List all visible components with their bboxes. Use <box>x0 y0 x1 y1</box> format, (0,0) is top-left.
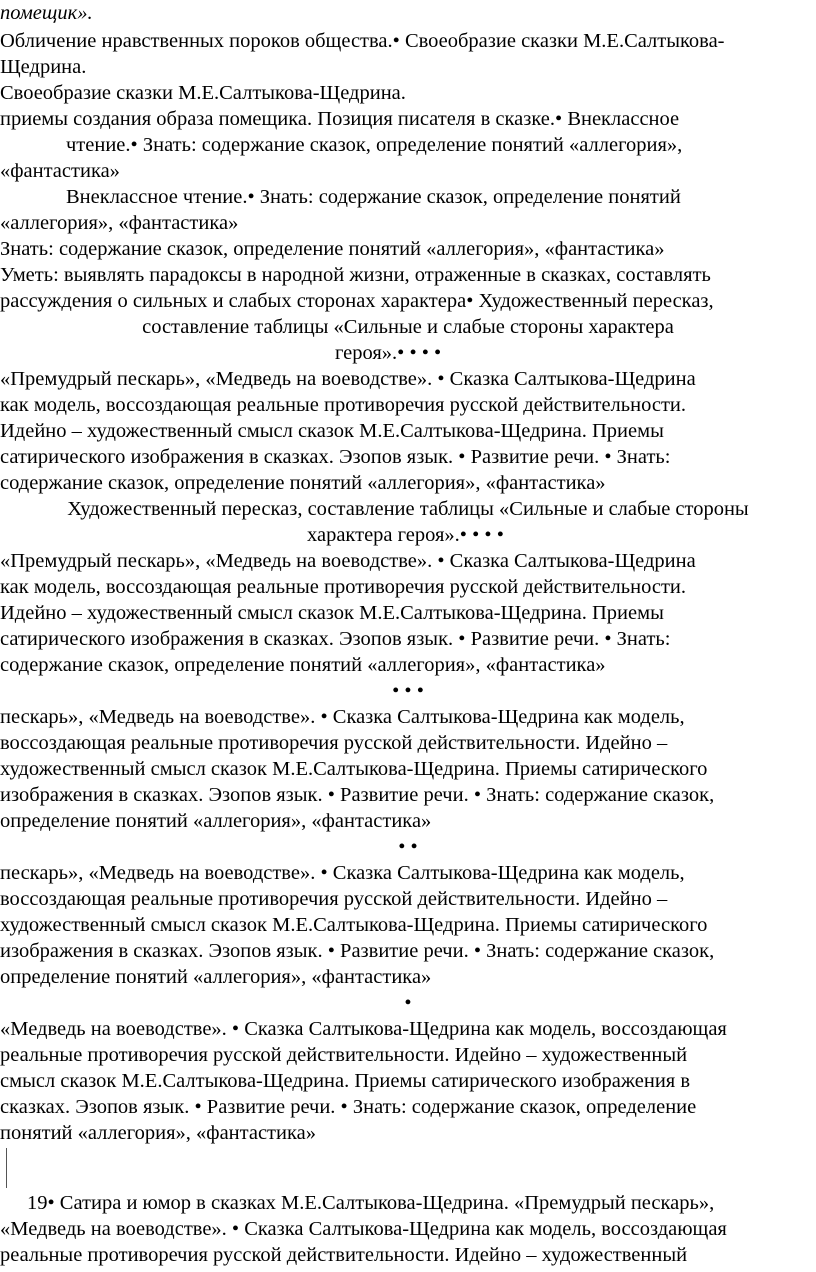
text-line: чтение.• Знать: содержание сказок, определение понятий «аллегория», <box>66 134 683 156</box>
text-line: как модель, воссоздающая реальные противоречия русской действительности. <box>0 576 687 598</box>
text-line: 19• Сатира и юмор в сказках М.Е.Салтыкова-Щедрина. «Премудрый пескарь», <box>27 1192 715 1214</box>
text-line: Знать: содержание сказок, определение понятий «аллегория», «фантастика» <box>0 238 665 260</box>
text-line: сатирического изображения в сказках. Эзопов язык. • Развитие речи. • Знать: <box>0 628 671 650</box>
text-line: «Медведь на воеводстве». • Сказка Салтыкова-Щедрина как модель, воссоздающая <box>0 1018 727 1040</box>
text-line: Уметь: выявлять парадоксы в народной жизни, отраженные в сказках, составлять <box>0 264 711 286</box>
text-line: художественный смысл сказок М.Е.Салтыкова-Щедрина. Приемы сатирического <box>0 758 708 780</box>
text-line: реальные противоречия русской действительности. Идейно – художественный <box>0 1244 688 1266</box>
text-line: приемы создания образа помещика. Позиция писателя в сказке.• Внеклассное <box>0 108 680 130</box>
text-line: рассуждения о сильных и слабых сторонах характера• Художественный пересказ, <box>0 290 714 312</box>
text-line: помещик». <box>0 2 93 24</box>
text-line: «аллегория», «фантастика» <box>0 212 239 234</box>
text-line: Обличение нравственных пороков общества.• Своеобразие сказки М.Е.Салтыкова- <box>0 30 725 52</box>
text-line: составление таблицы «Сильные и слабые стороны характера <box>142 316 674 338</box>
text-line: Художественный пересказ, составление таблицы «Сильные и слабые стороны <box>67 498 749 520</box>
bullet-separator: • <box>404 992 412 1014</box>
text-line: реальные противоречия русской действительности. Идейно – художественный <box>0 1044 688 1066</box>
text-line: «фантастика» <box>0 160 120 182</box>
text-cursor <box>6 1148 7 1188</box>
text-line: художественный смысл сказок М.Е.Салтыкова-Щедрина. Приемы сатирического <box>0 914 708 936</box>
text-line: героя».• • • • <box>335 342 442 364</box>
text-line: воссоздающая реальные противоречия русской действительности. Идейно – <box>0 888 668 910</box>
text-line: содержание сказок, определение понятий «аллегория», «фантастика» <box>0 654 606 676</box>
text-line: определение понятий «аллегория», «фантастика» <box>0 810 432 832</box>
text-line: Своеобразие сказки М.Е.Салтыкова-Щедрина. <box>0 82 406 104</box>
text-line: изображения в сказках. Эзопов язык. • Развитие речи. • Знать: содержание сказок, <box>0 940 715 962</box>
text-line: «Премудрый пескарь», «Медведь на воеводстве». • Сказка Салтыкова-Щедрина <box>0 368 696 390</box>
text-line: «Премудрый пескарь», «Медведь на воеводстве». • Сказка Салтыкова-Щедрина <box>0 550 696 572</box>
text-line: характера героя».• • • • <box>307 524 504 546</box>
text-line: Щедрина. <box>0 56 87 78</box>
text-line: смысл сказок М.Е.Салтыкова-Щедрина. Приемы сатирического изображения в <box>0 1070 691 1092</box>
text-line: «Медведь на воеводстве». • Сказка Салтыкова-Щедрина как модель, воссоздающая <box>0 1218 727 1240</box>
bullet-separator: • • • <box>392 680 424 702</box>
text-line: как модель, воссоздающая реальные противоречия русской действительности. <box>0 394 687 416</box>
text-line: содержание сказок, определение понятий «аллегория», «фантастика» <box>0 472 606 494</box>
text-line: сказках. Эзопов язык. • Развитие речи. • Знать: содержание сказок, определение <box>0 1096 697 1118</box>
text-line: понятий «аллегория», «фантастика» <box>0 1122 316 1144</box>
text-line: определение понятий «аллегория», «фантастика» <box>0 966 432 988</box>
text-line: пескарь», «Медведь на воеводстве». • Сказка Салтыкова-Щедрина как модель, <box>0 862 685 884</box>
text-line: сатирического изображения в сказках. Эзопов язык. • Развитие речи. • Знать: <box>0 446 671 468</box>
text-line: изображения в сказках. Эзопов язык. • Развитие речи. • Знать: содержание сказок, <box>0 784 715 806</box>
text-line: Идейно – художественный смысл сказок М.Е.Салтыкова-Щедрина. Приемы <box>0 602 664 624</box>
text-line: воссоздающая реальные противоречия русской действительности. Идейно – <box>0 732 668 754</box>
text-line: пескарь», «Медведь на воеводстве». • Сказка Салтыкова-Щедрина как модель, <box>0 706 685 728</box>
bullet-separator: • • <box>398 836 418 858</box>
text-line: Идейно – художественный смысл сказок М.Е.Салтыкова-Щедрина. Приемы <box>0 420 664 442</box>
text-line: Внеклассное чтение.• Знать: содержание сказок, определение понятий <box>66 186 681 208</box>
